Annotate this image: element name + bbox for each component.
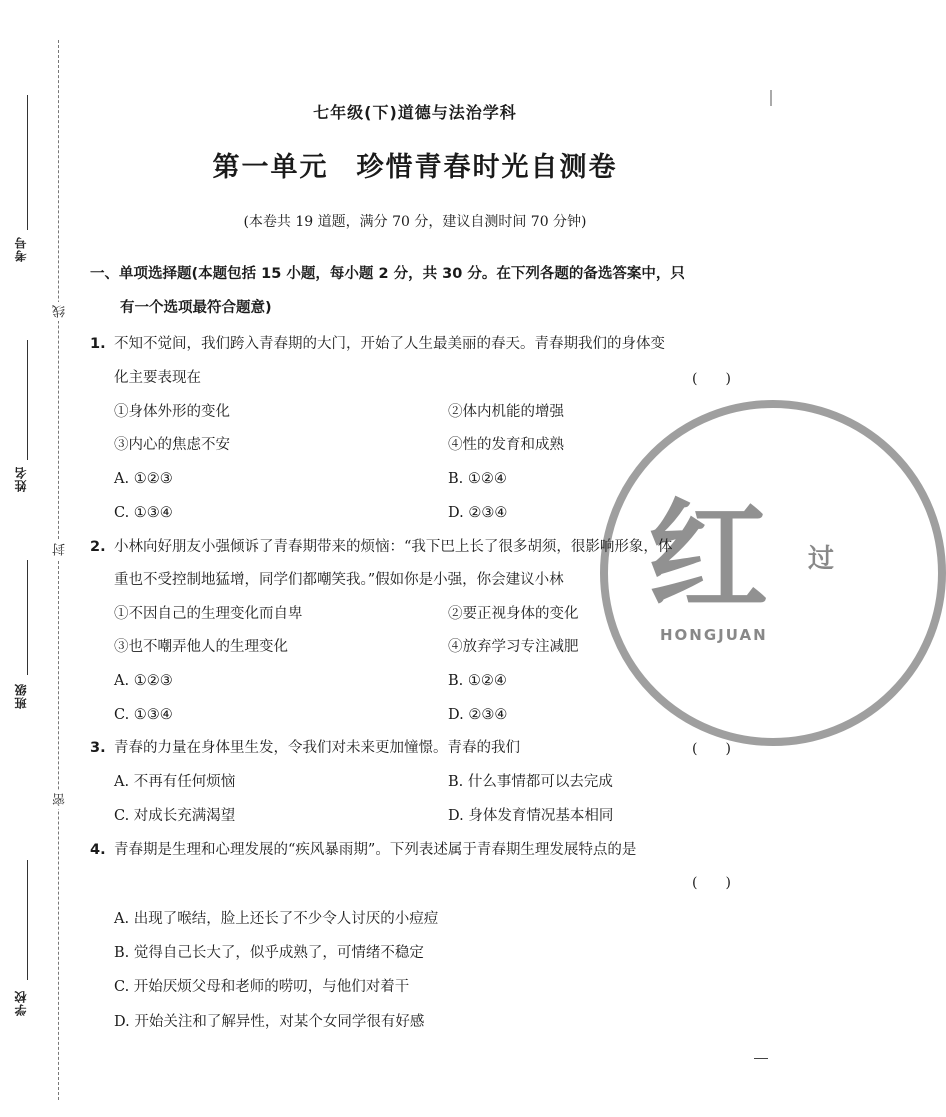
seal-dashed-line [58,40,59,1100]
exam-meta: (本卷共 19 道题，满分 70 分，建议自测时间 70 分钟) [243,214,587,230]
question-4 [90,840,750,860]
answer-blank[interactable]: ( ) [692,875,731,891]
option-a[interactable]: A. ①②③ [114,471,173,487]
school-line [27,860,28,980]
option-c[interactable]: C. ①③④ [114,707,173,723]
question-number: 2. [90,539,106,555]
section-heading [90,257,750,325]
option-b[interactable]: B. ①②④ [448,673,507,689]
stamp-side-text: 过 [808,544,835,574]
option-d[interactable]: D. ②③④ [448,505,508,521]
statement-item: ②体内机能的增强 [448,404,564,420]
option-d[interactable]: D. 开始关注和了解异性，对某个女同学很有好感 [114,1014,425,1030]
option-b[interactable]: B. ①②④ [448,471,507,487]
question-number: 1. [90,336,106,352]
option-c[interactable]: C. ①③④ [114,505,173,521]
option-d[interactable]: D. 身体发育情况基本相同 [448,808,614,824]
question-stem: 青春的力量在身体里生发，令我们对未来更加憧憬。青春的我们 [114,740,520,756]
stamp-brand-text: HONGJUAN [660,626,768,644]
option-a[interactable]: A. 不再有任何烦恼 [114,774,236,790]
question-number: 3. [90,740,106,756]
class-line [27,560,28,675]
cut-mark-line: 线 [51,302,70,321]
title-unit: 第一单元 [212,152,329,183]
name-line [27,340,28,460]
question-2 [90,537,750,557]
statement-item: ③也不嘲弄他人的生理变化 [114,639,288,655]
scan-edge-mark [770,90,772,106]
option-a[interactable]: A. ①②③ [114,673,173,689]
page-edge-mark [754,1058,768,1059]
school-label: 学校 [14,990,28,1016]
question-stem: 小林向好朋友小强倾诉了青春期带来的烦恼：“我下巴上长了很多胡须，很影响形象，体 [114,539,673,555]
section-heading-line1: 一、单项选择题(本题包括 15 小题，每小题 2 分，共 30 分。在下列各题的备选答案中，只 [90,266,685,282]
question-stem: 不知不觉间，我们跨入青春期的大门，开始了人生最美丽的春天。青春期我们的身体变 [114,336,665,352]
cut-mark-secret: 密 [51,790,70,809]
cut-mark-seal: 封 [51,540,70,559]
option-c[interactable]: C. 开始厌烦父母和老师的唠叨，与他们对着干 [114,979,410,995]
stamp-logo-text: 红 [648,488,760,627]
option-b[interactable]: B. 觉得自己长大了，似乎成熟了，可情绪不稳定 [114,945,424,961]
option-b[interactable]: B. 什么事情都可以去完成 [448,774,613,790]
question-stem-cont: 重也不受控制地猛增，同学们都嘲笑我。”假如你是小强，你会建议小林 [114,572,564,588]
title-name: 珍惜青春时光自测卷 [356,152,618,183]
question-3 [90,738,750,758]
question-number: 4. [90,842,106,858]
statement-item: ④放弃学习专注减肥 [448,639,579,655]
subject-heading: 七年级(下)道德与法治学科 [313,103,517,122]
option-c[interactable]: C. 对成长充满渴望 [114,808,236,824]
question-stem: 青春期是生理和心理发展的“疾风暴雨期”。下列表述属于青春期生理发展特点的是 [114,842,637,858]
option-d[interactable]: D. ②③④ [448,707,508,723]
answer-blank[interactable]: ( ) [692,741,731,757]
statement-item: ③内心的焦虑不安 [114,437,230,453]
hongjuan-watermark-stamp [600,400,946,746]
option-a[interactable]: A. 出现了喉结，脸上还长了不少令人讨厌的小痘痘 [114,911,439,927]
question-1 [90,334,750,354]
answer-blank[interactable]: ( ) [692,371,731,387]
statement-item: ④性的发育和成熟 [448,437,564,453]
class-label: 班级 [14,683,28,709]
statement-item: ①不因自己的生理变化而自卑 [114,606,303,622]
page-title [0,145,830,184]
section-heading-line2: 有一个选项最符合题意) [120,300,272,316]
name-label: 姓名 [14,466,28,492]
exam-number-label: 考号 [14,236,28,262]
statement-item: ②要正视身体的变化 [448,606,579,622]
question-stem-cont: 化主要表现在 [114,370,201,386]
statement-item: ①身体外形的变化 [114,404,230,420]
